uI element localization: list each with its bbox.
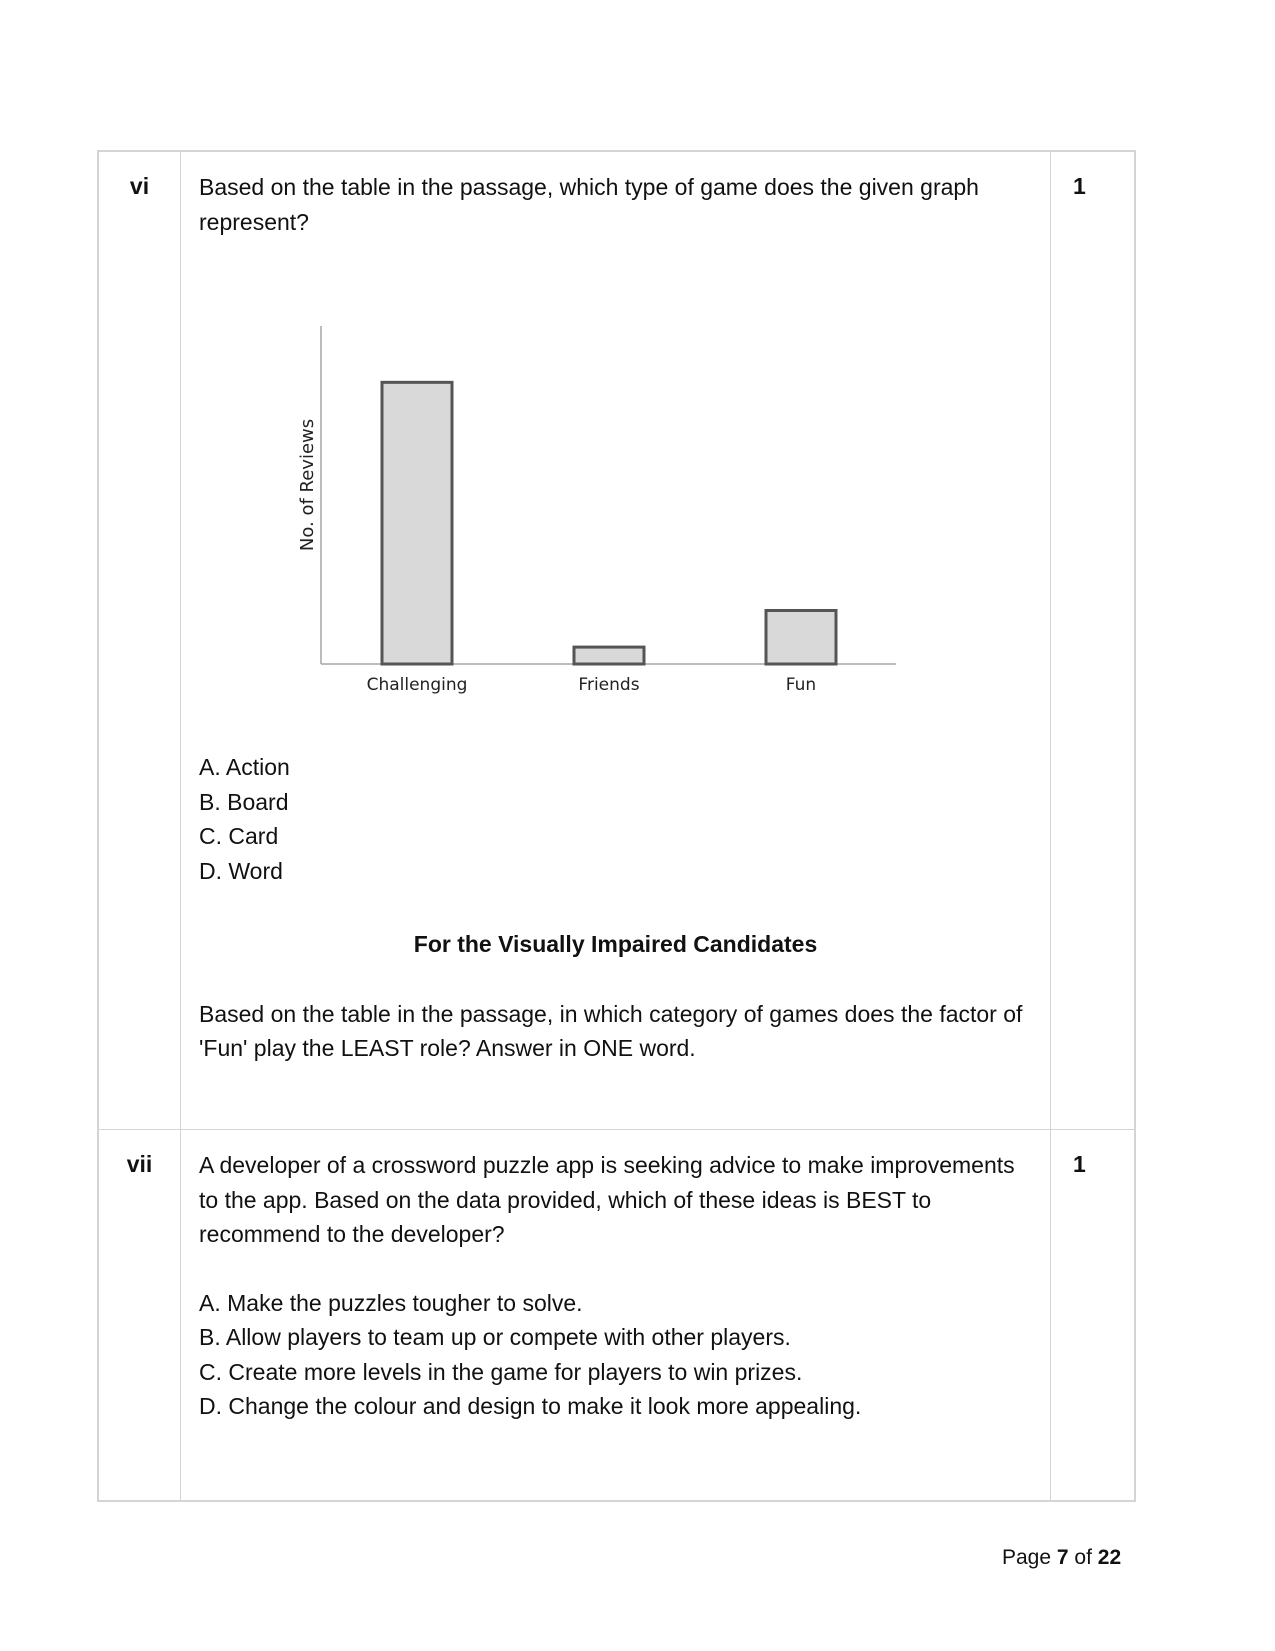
option-d: D. Change the colour and design to make it look more appealing. xyxy=(199,1393,862,1419)
bar-fun xyxy=(766,610,836,664)
answer-options xyxy=(199,750,1032,888)
question-row-vi xyxy=(99,152,1135,1130)
option-c: C. Card xyxy=(199,823,279,849)
question-text: Based on the table in the passage, which type of game does the given graph represent? xyxy=(199,174,979,235)
question-marks: 1 xyxy=(1051,1130,1135,1501)
visually-impaired-heading: For the Visually Impaired Candidates xyxy=(413,931,818,957)
x-tick-label: Challenging xyxy=(366,675,468,695)
question-body xyxy=(181,152,1051,1130)
y-axis-label: No. of Reviews xyxy=(297,418,318,552)
current-page: 7 xyxy=(1056,1546,1069,1569)
bar-challenging xyxy=(382,382,452,664)
option-b: B. Board xyxy=(199,788,289,815)
option-b: B. Allow players to team up or compete with other players. xyxy=(199,1324,791,1350)
question-number: vii xyxy=(99,1130,181,1501)
bar-chart xyxy=(181,239,1032,750)
page-number xyxy=(1002,1546,1121,1570)
question-table xyxy=(97,150,1136,1502)
x-tick-label: Fun xyxy=(785,675,817,695)
question-row-vii xyxy=(99,1130,1135,1501)
option-a: A. Action xyxy=(199,754,290,780)
bar-friends xyxy=(574,647,644,664)
option-d: D. Word xyxy=(199,857,283,884)
page-prefix: Page xyxy=(1002,1546,1052,1569)
option-a: A. Make the puzzles tougher to solve. xyxy=(199,1289,583,1316)
question-body xyxy=(181,1130,1051,1501)
x-tick-label: Friends xyxy=(578,675,640,695)
option-c: C. Create more levels in the game for players to win prizes. xyxy=(199,1358,803,1385)
question-marks: 1 xyxy=(1051,152,1135,1130)
question-number: vi xyxy=(99,152,181,1130)
bar-chart-svg xyxy=(181,239,1014,750)
total-pages: 22 xyxy=(1097,1546,1122,1569)
answer-options xyxy=(199,1286,1032,1424)
visually-impaired-question: Based on the table in the passage, in which category of games does the factor of 'Fun' play the LEAST role? Answer in ONE word. xyxy=(199,1000,1023,1061)
page-of: of xyxy=(1074,1546,1092,1569)
question-text: A developer of a crossword puzzle app is seeking advice to make improvements to the app. Based on the data provided, which of these ideas is BEST to recommend to the developer? xyxy=(199,1152,1015,1247)
